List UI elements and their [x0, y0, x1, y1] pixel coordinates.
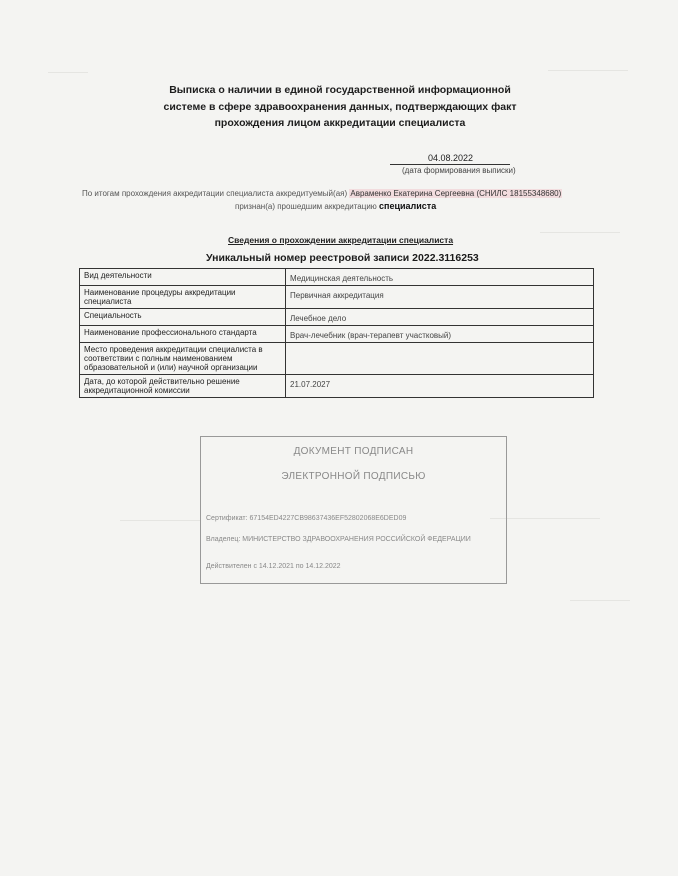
formation-date-caption: (дата формирования выписки): [402, 166, 516, 175]
table-row: [80, 343, 594, 375]
title-line: системе в сфере здравоохранения данных, подтверждающих факт: [163, 100, 517, 113]
accreditation-table: [79, 268, 594, 398]
row-value: [286, 286, 594, 309]
row-label: Место проведения аккредитации специалиста в соответствии с полным наименованием образовательной и (или) научной организации: [80, 343, 286, 375]
row-label: Наименование профессионального стандарта: [80, 326, 286, 343]
scan-artifact: [540, 232, 620, 233]
row-label: Вид деятельности: [80, 269, 286, 286]
row-value-text: Лечебное дело: [290, 314, 347, 323]
result-role: специалиста: [379, 201, 437, 211]
date-underline: [390, 164, 510, 165]
row-value: [286, 309, 594, 326]
row-value: [286, 343, 594, 375]
row-value: [286, 375, 594, 398]
table-row: [80, 269, 594, 286]
result-prefix: По итогам прохождения аккредитации специалиста аккредитуемый(ая): [82, 189, 348, 198]
scan-artifact: [570, 600, 630, 601]
table-row: [80, 375, 594, 398]
title-line: Выписка о наличии в единой государственной информационной: [169, 84, 511, 96]
row-value: [286, 269, 594, 286]
table-row: [80, 309, 594, 326]
stamp-subtitle: ЭЛЕКТРОННОЙ ПОДПИСЬЮ: [281, 471, 426, 482]
stamp-validity: Действителен с 14.12.2021 по 14.12.2022: [206, 563, 341, 570]
result-status: признан(а) прошедшим аккредитацию: [235, 202, 377, 211]
scan-artifact: [548, 70, 628, 71]
document-title: [120, 82, 560, 132]
accreditation-result-line: [82, 189, 562, 198]
scan-artifact: [120, 520, 200, 521]
scan-artifact: [48, 72, 88, 73]
electronic-signature-stamp: [200, 436, 507, 584]
title-line: прохождения лицом аккредитации специалиста: [214, 117, 466, 129]
registry-number: Уникальный номер реестровой записи 2022.3116253: [206, 252, 479, 264]
row-label: Наименование процедуры аккредитации специалиста: [80, 286, 286, 309]
stamp-owner: Владелец: МИНИСТЕРСТВО ЗДРАВООХРАНЕНИЯ РОССИЙСКОЙ ФЕДЕРАЦИИ: [206, 536, 471, 543]
stamp-title: ДОКУМЕНТ ПОДПИСАН: [293, 446, 414, 457]
row-value-text: 21.07.2027: [290, 380, 331, 389]
row-label: Специальность: [80, 309, 286, 326]
table-row: [80, 286, 594, 309]
table-row: [80, 326, 594, 343]
accreditation-result-line: [235, 201, 436, 211]
row-value-text: Медицинская деятельность: [290, 274, 394, 283]
person-name: Авраменко Екатерина Сергеевна (СНИЛС 18155348680): [350, 189, 562, 198]
row-value-text: Первичная аккредитация: [290, 291, 384, 300]
section-heading: Сведения о прохождении аккредитации специалиста: [228, 235, 454, 245]
formation-date: 04.08.2022: [428, 153, 474, 163]
row-value-text: Врач-лечебник (врач-терапевт участковый): [290, 331, 452, 340]
row-value: [286, 326, 594, 343]
stamp-certificate: Сертификат: 67154ED4227CB98637436EF52802068E6DED09: [206, 515, 407, 522]
row-label: Дата, до которой действительно решение аккредитационной комиссии: [80, 375, 286, 398]
